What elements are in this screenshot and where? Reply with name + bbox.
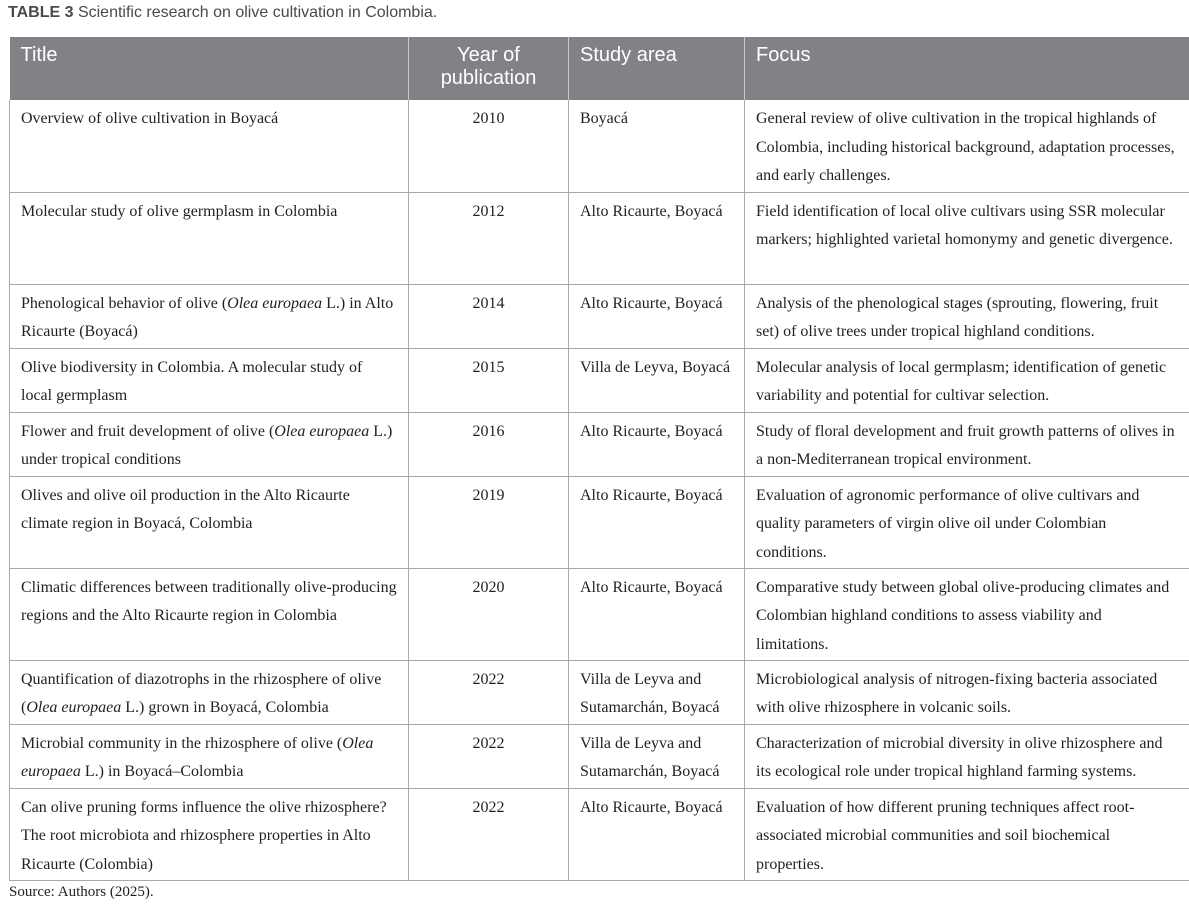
header-study-area: Study area <box>569 37 745 100</box>
species-name: Olea europaea <box>227 294 323 312</box>
cell-study-area: Alto Ricaurte, Boyacá <box>569 476 745 568</box>
cell-title <box>10 412 409 476</box>
cell-title <box>10 788 409 880</box>
title-text: L.) in Alto Ricaurte (Boyacá) <box>21 294 394 340</box>
cell-title <box>10 100 409 192</box>
cell-study-area: Alto Ricaurte, Boyacá <box>569 568 745 660</box>
table-row <box>10 100 1189 192</box>
header-title: Title <box>10 37 409 100</box>
header-focus: Focus <box>745 37 1189 100</box>
table-caption <box>8 4 437 22</box>
title-text: Flower and fruit development of olive ( <box>21 422 275 440</box>
table-row <box>10 724 1189 788</box>
cell-study-area: Villa de Leyva and Sutamarchán, Boyacá <box>569 660 745 724</box>
cell-title <box>10 192 409 284</box>
title-text: Olives and olive oil production in the Alto Ricaurte climate region in Boyacá, Colombia <box>21 486 350 532</box>
title-text: Molecular study of olive germplasm in Colombia <box>21 202 338 220</box>
cell-title <box>10 660 409 724</box>
species-name: Olea europaea <box>26 699 122 716</box>
cell-study-area: Villa de Leyva and Sutamarchán, Boyacá <box>569 724 745 788</box>
research-table <box>9 37 1189 881</box>
cell-focus: Comparative study between global olive-producing climates and Colombian highland conditions to assess viability and limitations. <box>745 568 1189 660</box>
cell-title <box>10 284 409 348</box>
title-text: Microbial community in the rhizosphere of olive ( <box>21 734 343 752</box>
cell-year: 2020 <box>409 568 569 660</box>
species-name: Olea europaea <box>21 734 374 780</box>
cell-study-area: Alto Ricaurte, Boyacá <box>569 192 745 284</box>
cell-study-area: Alto Ricaurte, Boyacá <box>569 788 745 880</box>
cell-title <box>10 568 409 660</box>
title-text: Phenological behavior of olive ( <box>21 294 228 312</box>
species-name: Olea europaea <box>274 422 370 440</box>
table-row <box>10 476 1189 568</box>
cell-year: 2019 <box>409 476 569 568</box>
cell-year: 2022 <box>409 788 569 880</box>
cell-focus: Evaluation of how different pruning techniques affect root-associated microbial communities and soil biochemical properties. <box>745 788 1189 880</box>
table-row <box>10 568 1189 660</box>
table-label: TABLE 3 <box>8 4 74 21</box>
cell-study-area: Alto Ricaurte, Boyacá <box>569 412 745 476</box>
cell-focus: General review of olive cultivation in the tropical highlands of Colombia, including historical background, adaptation processes, and early challenges. <box>745 100 1189 192</box>
cell-year: 2010 <box>409 100 569 192</box>
cell-focus: Molecular analysis of local germplasm; identification of genetic variability and potential for cultivar selection. <box>745 348 1189 412</box>
table-row <box>10 284 1189 348</box>
title-text: Olive biodiversity in Colombia. A molecular study of local germplasm <box>21 358 363 404</box>
cell-focus: Field identification of local olive cultivars using SSR molecular markers; highlighted varietal homonymy and genetic divergence. <box>745 192 1189 284</box>
table-row <box>10 412 1189 476</box>
cell-title <box>10 348 409 412</box>
table-row <box>10 660 1189 724</box>
cell-focus: Analysis of the phenological stages (sprouting, flowering, fruit set) of olive trees under tropical highland conditions. <box>745 284 1189 348</box>
cell-study-area: Alto Ricaurte, Boyacá <box>569 284 745 348</box>
title-text: L.) under tropical conditions <box>21 422 393 468</box>
title-text: Can olive pruning forms influence the olive rhizosphere? The root microbiota and rhizosphere properties in Alto Ricaurte (Colombia) <box>21 798 387 873</box>
cell-title <box>10 476 409 568</box>
title-text: Quantification of diazotrophs in the rhizosphere of olive ( <box>21 670 382 716</box>
table-row <box>10 348 1189 412</box>
header-year: Year of publication <box>409 37 569 100</box>
cell-year: 2012 <box>409 192 569 284</box>
cell-year: 2022 <box>409 660 569 724</box>
cell-year: 2016 <box>409 412 569 476</box>
table-row <box>10 788 1189 880</box>
table-header-row <box>10 37 1189 100</box>
title-text: Climatic differences between traditionally olive-producing regions and the Alto Ricaurte region in Colombia <box>21 578 397 624</box>
cell-year: 2022 <box>409 724 569 788</box>
title-text: Overview of olive cultivation in Boyacá <box>21 110 279 127</box>
title-text: L.) in Boyacá–Colombia <box>80 763 244 780</box>
cell-year: 2014 <box>409 284 569 348</box>
cell-study-area: Villa de Leyva, Boyacá <box>569 348 745 412</box>
cell-focus: Evaluation of agronomic performance of olive cultivars and quality parameters of virgin olive oil under Colombian conditions. <box>745 476 1189 568</box>
table-caption-text: Scientific research on olive cultivation in Colombia. <box>77 4 438 21</box>
table-source-note: Source: Authors (2025). <box>9 884 154 900</box>
cell-focus: Characterization of microbial diversity in olive rhizosphere and its ecological role under tropical highland farming systems. <box>745 724 1189 788</box>
cell-study-area: Boyacá <box>569 100 745 192</box>
table-row <box>10 192 1189 284</box>
cell-year: 2015 <box>409 348 569 412</box>
cell-title <box>10 724 409 788</box>
cell-focus: Microbiological analysis of nitrogen-fixing bacteria associated with olive rhizosphere in volcanic soils. <box>745 660 1189 724</box>
cell-focus: Study of floral development and fruit growth patterns of olives in a non-Mediterranean tropical environment. <box>745 412 1189 476</box>
title-text: L.) grown in Boyacá, Colombia <box>121 699 329 716</box>
